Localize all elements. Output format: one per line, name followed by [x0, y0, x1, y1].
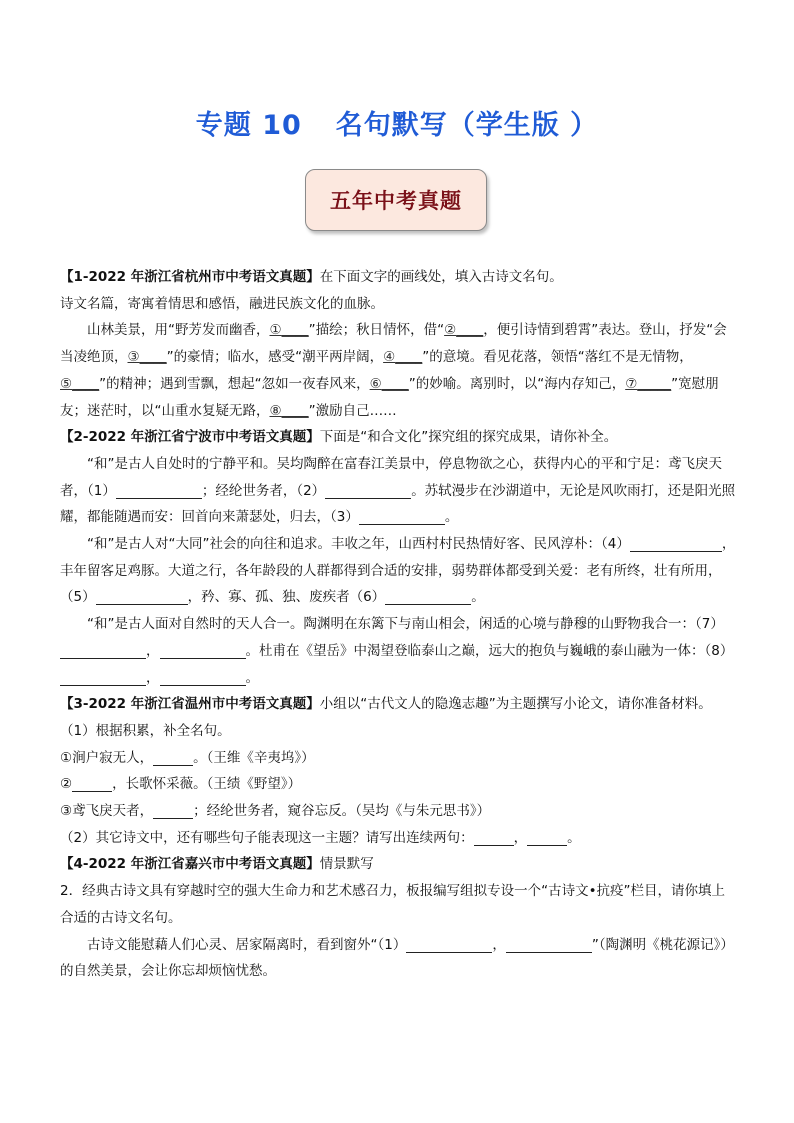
section-badge: 五年中考真题	[305, 169, 487, 231]
q2-paragraph-2: “和”是古人对“大同”社会的向往和追求。丰收之年，山西村村民热情好客、民风淳朴：（4） ，丰年留客足鸡豚。大道之行，各年龄段的人群都得到合适的安排，弱势群体都受到关爱：老有所终，壮有所用，（5） ，矜、寡、孤、独、废疾者（6） 。	[60, 536, 736, 606]
title-topic: 专题 10	[195, 110, 302, 141]
answer-blank[interactable]	[60, 641, 146, 659]
page-title	[0, 103, 794, 142]
question-instruction: 情景默写	[319, 856, 374, 873]
blank-4[interactable]: ④____	[383, 349, 423, 366]
answer-blank[interactable]	[160, 668, 246, 686]
answer-blank[interactable]	[630, 534, 722, 552]
document-body	[60, 264, 736, 985]
answer-blank[interactable]	[506, 935, 592, 953]
blank-3[interactable]: ③____	[127, 349, 167, 366]
q2-paragraph-1: “和”是古人自处时的宁静平和。吴均陶醉在富春江美景中，停息物欲之心，获得内心的平和宁足：鸢飞戾天者，（1） ；经纶世务者，（2） 。苏轼漫步在沙湖道中，无论是风吹雨打，还是阳光照耀，都能随遇而安：回首向来萧瑟处，归去，（3） 。	[60, 455, 736, 526]
question-header: 【3-2022 年浙江省温州市中考语文真题】	[60, 696, 320, 713]
q4-header-line	[60, 851, 736, 878]
q3-subquestion-1: （1）根据积累，补全名句。	[60, 722, 231, 739]
blank-6[interactable]: ⑥____	[369, 375, 409, 392]
q3-header-line	[60, 691, 736, 718]
q3-subquestion-2: （2）其它诗文中，还有哪些句子能表现这一主题？请写出连续两句： ， 。	[60, 829, 581, 846]
blank-8[interactable]: ⑧____	[269, 402, 309, 419]
answer-blank[interactable]	[385, 587, 471, 605]
q2-header-line	[60, 424, 736, 451]
answer-blank[interactable]	[527, 828, 567, 846]
q1-header-line	[60, 264, 736, 291]
question-instruction: 小组以“古代文人的隐逸志趣”为主题撰写小论文，请你准备材料。	[319, 696, 712, 713]
q3-line-3: ③鸢飞戾天者， ；经纶世务者，窥谷忘反。（吴均《与朱元思书》）	[60, 803, 491, 820]
blank-5[interactable]: ⑤____	[60, 375, 100, 392]
answer-blank[interactable]	[116, 481, 202, 499]
blank-7[interactable]: ⑦_____	[625, 375, 672, 392]
q3-line-2: ② ，长歌怀采薇。（王绩《野望》）	[60, 776, 302, 793]
q1-intro: 诗文名篇，寄寓着情思和感悟，融进民族文化的血脉。	[60, 295, 384, 312]
blank-1[interactable]: ①____	[269, 322, 309, 339]
q4-paragraph-1: 2．经典古诗文具有穿越时空的强大生命力和艺术感召力，板报编写组拟专设一个“古诗文•抗疫”栏目，请你填上合适的古诗文名句。	[60, 883, 726, 926]
question-instruction: 在下面文字的画线处，填入古诗文名句。	[319, 269, 563, 285]
question-header: 【4-2022 年浙江省嘉兴市中考语文真题】	[60, 856, 320, 873]
answer-blank[interactable]	[96, 587, 188, 605]
answer-blank[interactable]	[325, 481, 411, 499]
q1-passage: 山林美景，用“野芳发而幽香，①____”描绘；秋日情怀，借“②____，便引诗情到碧霄”表达。登山，抒发“会当凌绝顶，③____”的豪情；临水，感受“潮平两岸阔，④____”的意境。看见花落，领悟“落红不是无情物，⑤____”的精神；遇到雪飘，想起“忽如一夜春风来，⑥____”的妙喻。离别时，以“海内存知己，⑦_____”宽慰朋友；迷茫时，以“山重水复疑无路，⑧____”激励自己……	[60, 322, 727, 419]
question-header: 【2-2022 年浙江省宁波市中考语文真题】	[60, 429, 320, 446]
answer-blank[interactable]	[60, 668, 146, 686]
title-subject: 名句默写（学生版 ）	[335, 110, 599, 141]
question-instruction: 下面是“和合文化”探究组的探究成果，请你补全。	[319, 429, 618, 446]
answer-blank[interactable]	[359, 507, 445, 525]
blank-2[interactable]: ②____	[444, 322, 484, 339]
question-header: 【1-2022 年浙江省杭州市中考语文真题】	[60, 269, 320, 285]
answer-blank[interactable]	[160, 641, 246, 659]
q4-paragraph-2: 古诗文能慰藉人们心灵、居家隔离时，看到窗外“（1） ， ”（陶渊明《桃花源记》）的自然美景，会让你忘却烦恼忧愁。	[60, 936, 734, 980]
answer-blank[interactable]	[153, 748, 193, 766]
answer-blank[interactable]	[72, 774, 112, 792]
q3-line-1: ①涧户寂无人， 。（王维《辛夷坞》）	[60, 749, 315, 766]
answer-blank[interactable]	[406, 935, 492, 953]
answer-blank[interactable]	[153, 801, 193, 819]
q2-paragraph-3: “和”是古人面对自然时的天人合一。陶渊明在东篱下与南山相会，闲适的心境与静穆的山野物我合一：（7）， 。杜甫在《望岳》中渴望登临泰山之巅，远大的抱负与巍峨的泰山融为一体：（8）， 。	[60, 611, 736, 691]
answer-blank[interactable]	[474, 828, 514, 846]
